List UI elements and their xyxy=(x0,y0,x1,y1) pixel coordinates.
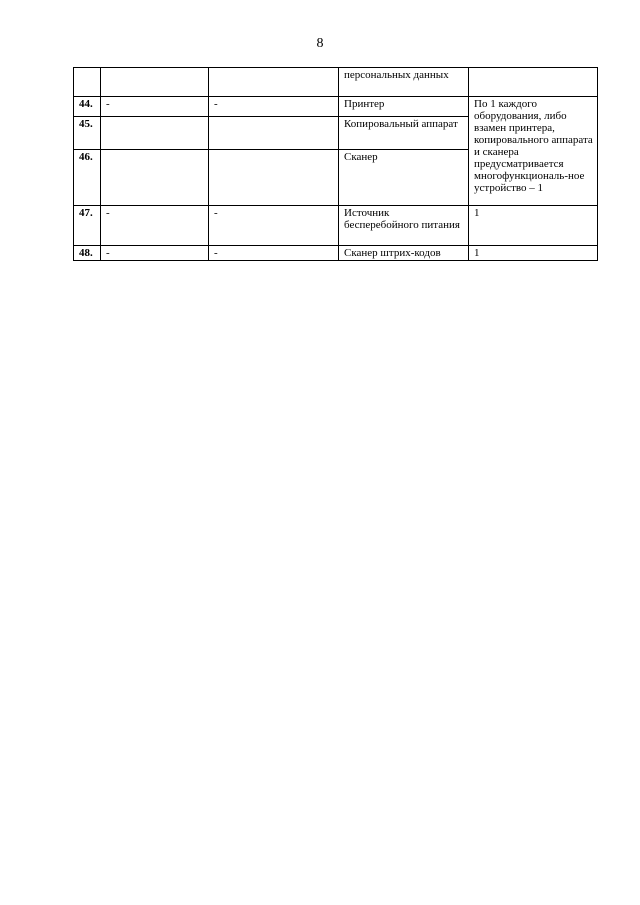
equipment-table xyxy=(73,67,598,261)
cell-col-b: - xyxy=(209,97,339,117)
cell-number: 44. xyxy=(74,97,101,117)
table-row-44 xyxy=(74,97,598,117)
table-row-47 xyxy=(74,206,598,246)
cell-name: Сканер xyxy=(339,150,469,206)
table-row-48 xyxy=(74,246,598,261)
cell-name: Принтер xyxy=(339,97,469,117)
cell-col-a: - xyxy=(101,97,209,117)
page-number: 8 xyxy=(316,36,324,51)
cell-col-b: - xyxy=(209,206,339,246)
cell-number: 48. xyxy=(74,246,101,261)
cell-name: персональных данных xyxy=(339,68,469,97)
cell-number xyxy=(74,68,101,97)
cell-quantity: 1 xyxy=(469,246,598,261)
cell-col-b xyxy=(209,68,339,97)
cell-col-a xyxy=(101,117,209,150)
cell-quantity-merged: По 1 каждого оборудования, либо взамен принтера, копировального аппарата и сканера предусматривается многофункциональ-ное устройство – 1 xyxy=(469,97,598,206)
cell-col-b xyxy=(209,117,339,150)
cell-col-a: - xyxy=(101,246,209,261)
cell-col-a xyxy=(101,68,209,97)
table-row-continuation xyxy=(74,68,598,97)
cell-col-a xyxy=(101,150,209,206)
cell-number: 45. xyxy=(74,117,101,150)
cell-quantity: 1 xyxy=(469,206,598,246)
cell-quantity xyxy=(469,68,598,97)
cell-name: Сканер штрих-кодов xyxy=(339,246,469,261)
cell-name: Источник бесперебойного питания xyxy=(339,206,469,246)
cell-number: 47. xyxy=(74,206,101,246)
cell-name: Копировальный аппарат xyxy=(339,117,469,150)
cell-col-a: - xyxy=(101,206,209,246)
cell-col-b: - xyxy=(209,246,339,261)
cell-number: 46. xyxy=(74,150,101,206)
cell-col-b xyxy=(209,150,339,206)
